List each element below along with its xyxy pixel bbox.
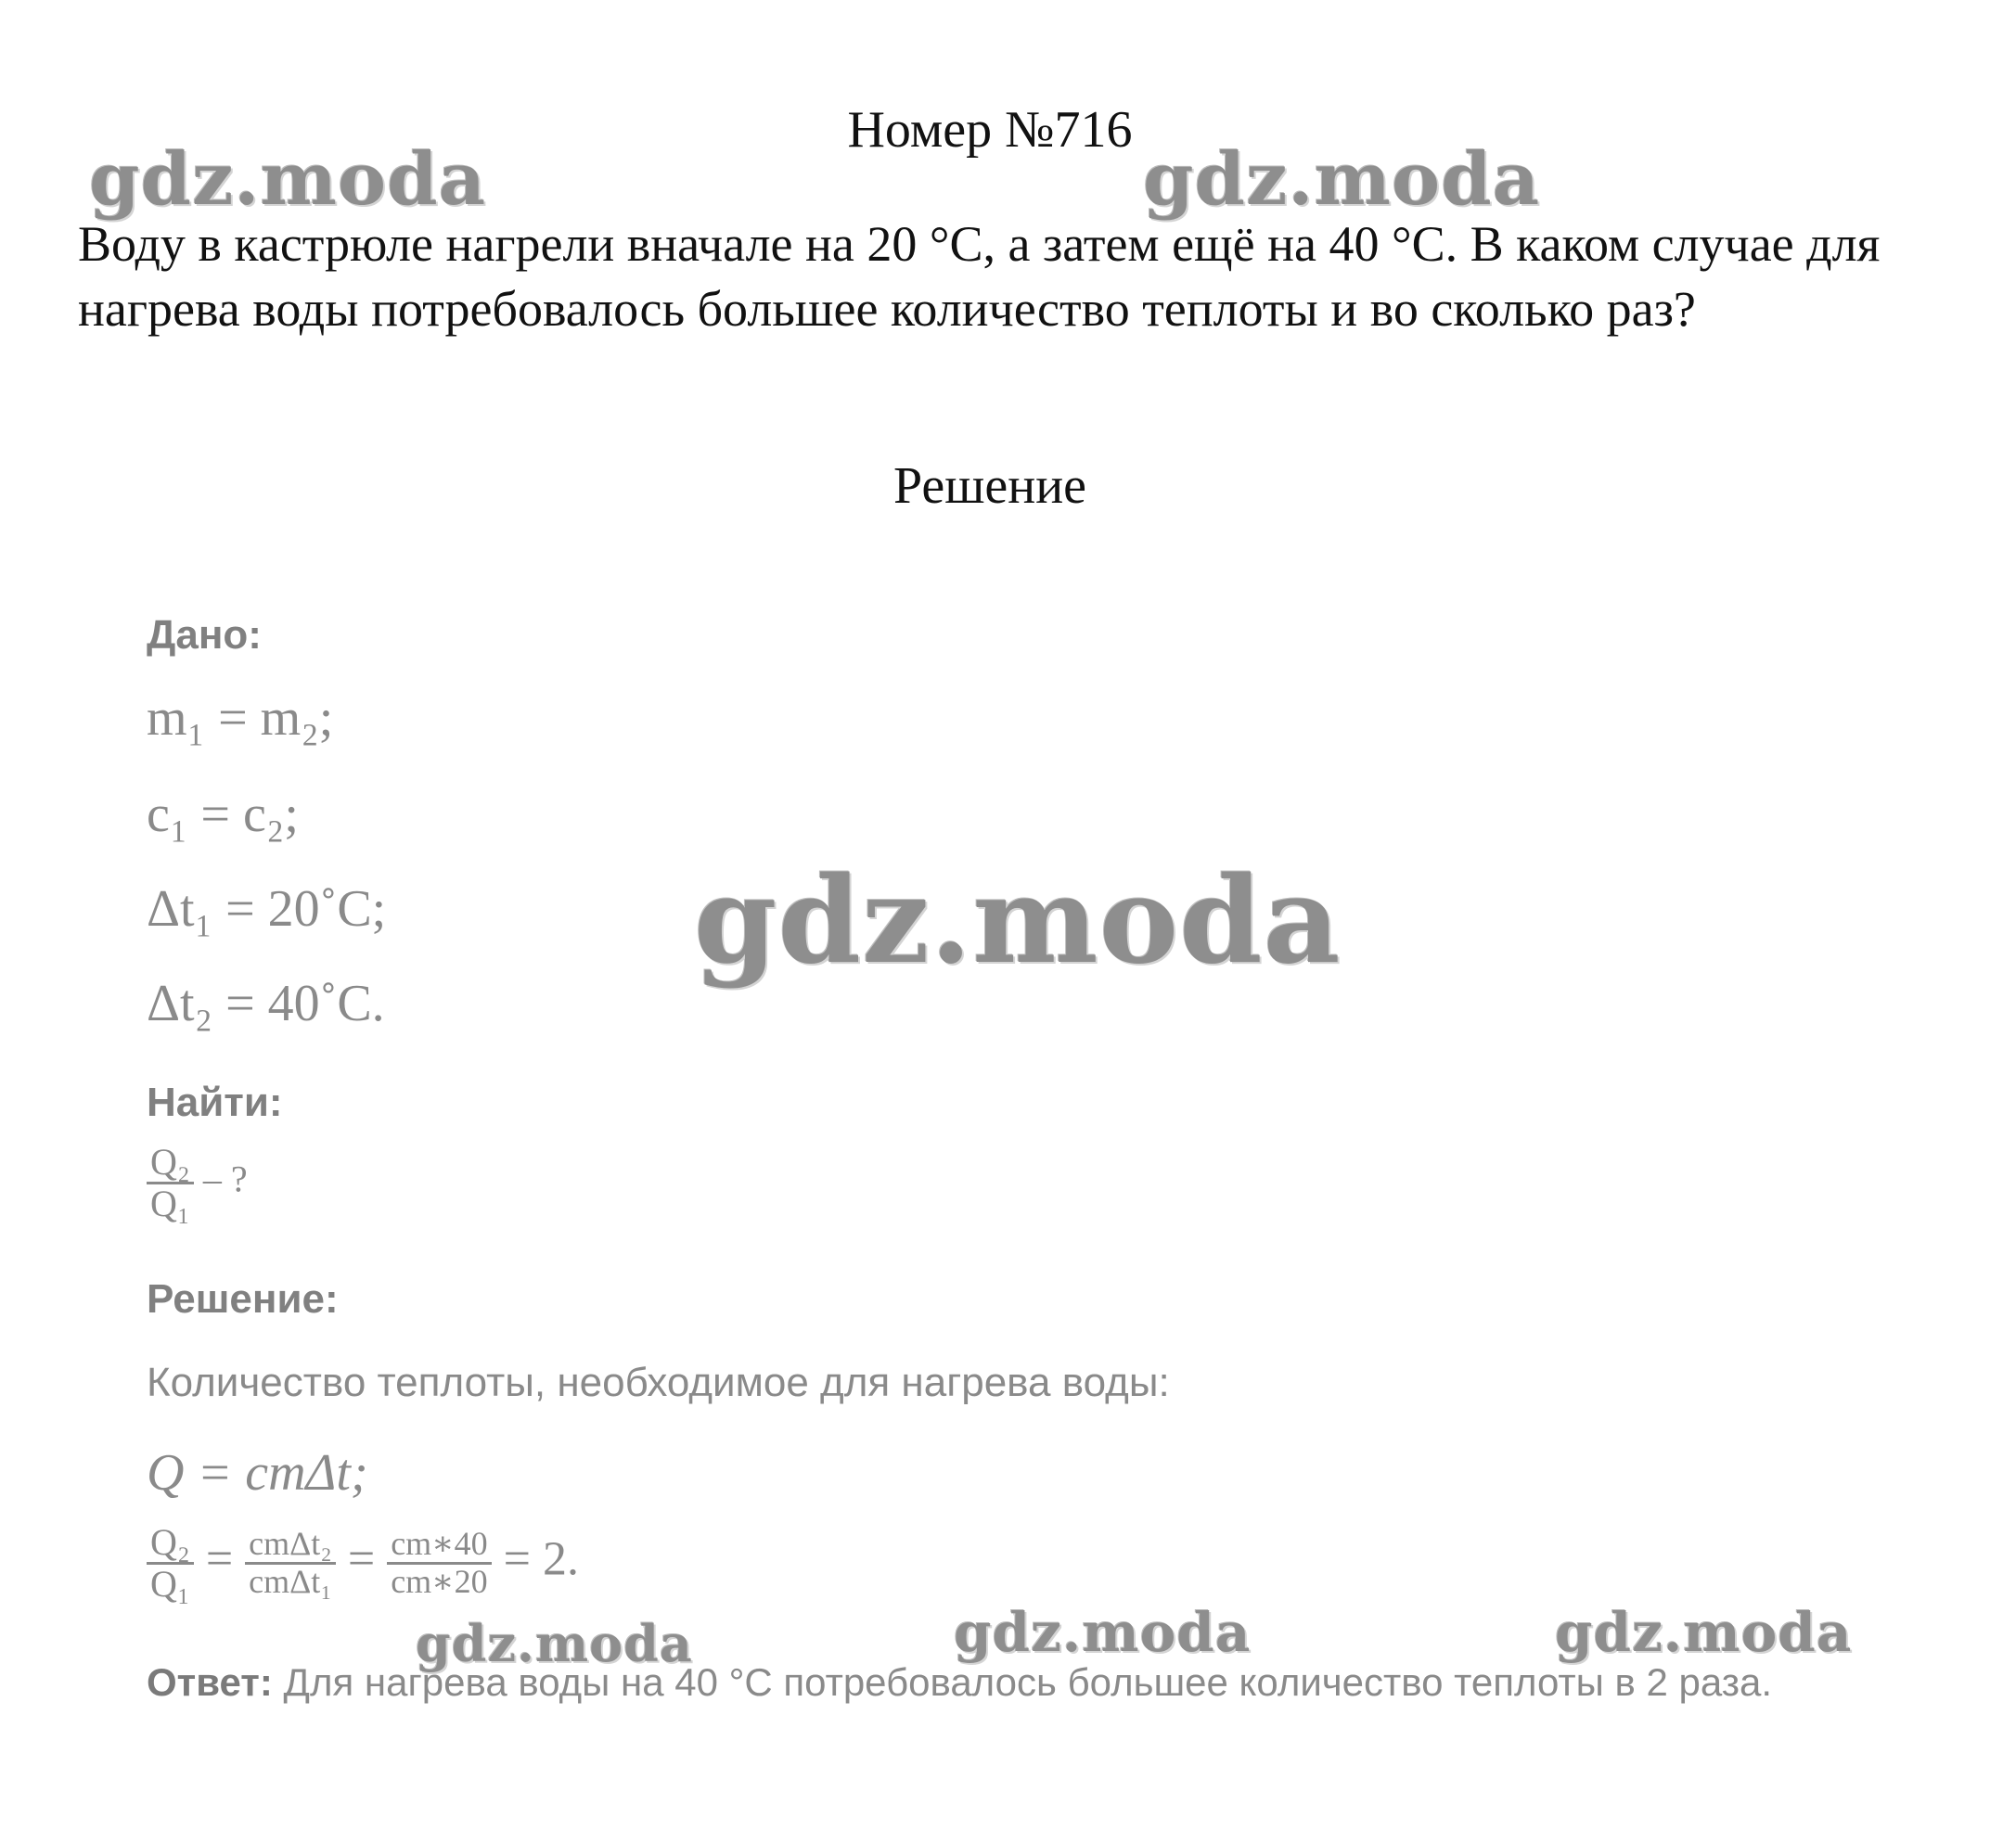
watermark: gdz.moda [89,137,487,222]
given-label: Дано: [147,612,262,658]
given-delta-t2: Δt₂ = 40˚C. [147,975,385,1032]
ratio-fraction-2 [245,1527,336,1600]
find-denominator: Q₁ [150,1183,190,1224]
solution-label: Решение: [147,1276,339,1322]
find-ratio [147,1143,248,1223]
watermark: gdz.moda [954,1601,1252,1664]
answer-label: Ответ: [147,1660,273,1704]
ratio-f3-numerator: cm∗40 [387,1527,491,1565]
ratio-f1-denominator: Q₁ [150,1563,190,1605]
equals-sign: = [205,1532,246,1586]
ratio-f3-denominator: cm∗20 [391,1563,488,1600]
page-title: Номер №716 [847,101,1133,159]
solution-intro: Количество теплоты, необходимое для нагрева воды: [147,1360,1170,1405]
solution-heading: Решение [892,457,1087,515]
watermark: gdz.moda [416,1614,693,1673]
find-fraction [147,1143,194,1223]
find-numerator: Q₂ [147,1143,194,1184]
watermark: gdz.moda [1143,137,1541,222]
ratio-result: = 2. [503,1532,579,1586]
heat-formula: Q = cmΔt; [147,1444,368,1502]
find-label: Найти: [147,1080,283,1125]
given-mass: m₁ = m₂; [147,689,334,747]
equals-sign: = [347,1532,388,1586]
watermark: gdz.moda [1555,1601,1853,1664]
watermark: gdz.moda [694,851,1342,991]
answer [147,1660,1772,1705]
ratio-f1-numerator: Q₂ [147,1523,194,1565]
ratio-fraction-1 [147,1523,194,1604]
given-delta-t1: Δt₁ = 20˚C; [147,880,387,938]
answer-text: Для нагрева воды на 40 °С потребовалось большее количество теплоты в 2 раза. [283,1660,1773,1704]
ratio-f2-numerator: cmΔt₂ [245,1527,336,1565]
given-specific-heat: c₁ = c₂; [147,786,299,843]
ratio-equation [147,1523,579,1604]
ratio-f2-denominator: cmΔt₁ [249,1563,332,1600]
find-suffix: – ? [202,1158,248,1200]
ratio-fraction-3 [387,1527,491,1600]
problem-statement: Воду в кастрюле нагрели вначале на 20 °С, а затем ещё на 40 °С. В каком случае для нагрева воды потребовалось большее количество теплоты и во сколько раз? [78,216,1881,337]
